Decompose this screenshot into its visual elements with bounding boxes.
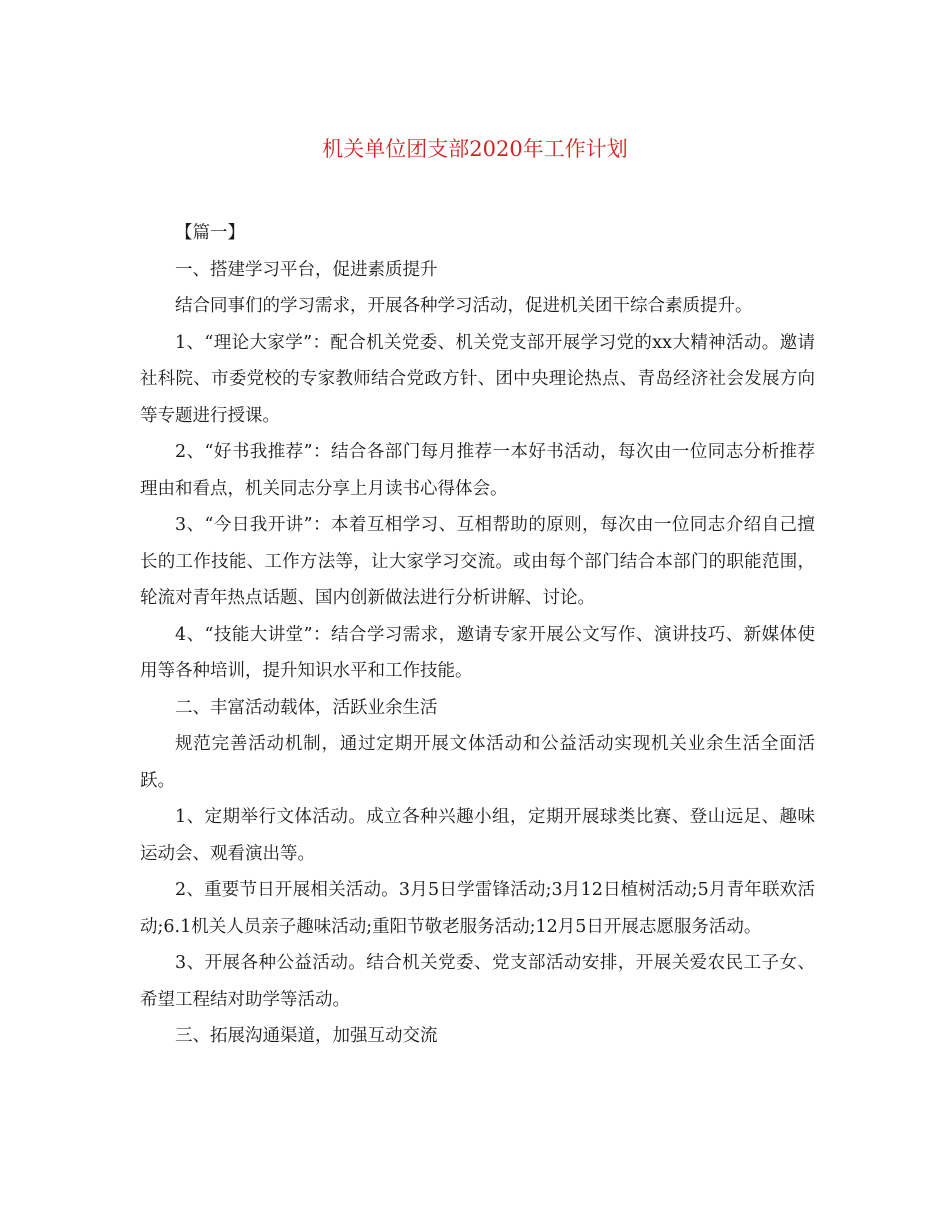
- paragraph: 4、“技能大讲堂”：结合学习需求，邀请专家开展公文写作、演讲技巧、新媒体使用等各种培训，提升知识水平和工作技能。: [140, 624, 815, 681]
- paragraph: 2、“好书我推荐”：结合各部门每月推荐一本好书活动，每次由一位同志分析推荐理由和看点，机关同志分享上月读书心得体会。: [140, 442, 815, 499]
- section-label: 【篇一】: [175, 223, 245, 243]
- section-heading-3: 三、拓展沟通渠道，加强互动交流: [175, 1026, 438, 1046]
- section-heading-1: 一、搭建学习平台，促进素质提升: [175, 259, 438, 280]
- paragraph: 1、“理论大家学”：配合机关党委、机关党支部开展学习党的xx大精神活动。邀请社科院、市委党校的专家教师结合党政方针、团中央理论热点、青岛经济社会发展方向等专题进行授课。: [140, 332, 815, 426]
- paragraph: 1、定期举行文体活动。成立各种兴趣小组，定期开展球类比赛、登山远足、趣味运动会、观看演出等。: [140, 807, 815, 864]
- paragraph: 2、重要节日开展相关活动。3月5日学雷锋活动;3月12日植树活动;5月青年联欢活动;6.1机关人员亲子趣味活动;重阳节敬老服务活动;12月5日开展志愿服务活动。: [140, 880, 815, 937]
- paragraph: 3、开展各种公益活动。结合机关党委、党支部活动安排，开展关爱农民工子女、希望工程结对助学等活动。: [140, 953, 815, 1010]
- paragraph: 规范完善活动机制，通过定期开展文体活动和公益活动实现机关业余生活全面活跃。: [140, 734, 815, 791]
- section-heading-2: 二、丰富活动载体，活跃业余生活: [175, 697, 438, 718]
- paragraph: 3、“今日我开讲”：本着互相学习、互相帮助的原则，每次由一位同志介绍自己擅长的工作技能、工作方法等，让大家学习交流。或由每个部门结合本部门的职能范围，轮流对青年热点话题、国内创新做法进行分析讲解、讨论。: [140, 515, 815, 608]
- paragraph: 结合同事们的学习需求，开展各种学习活动，促进机关团干综合素质提升。: [175, 296, 753, 316]
- document-body: [140, 215, 815, 1055]
- document-title: 机关单位团支部2020年工作计划: [322, 137, 628, 161]
